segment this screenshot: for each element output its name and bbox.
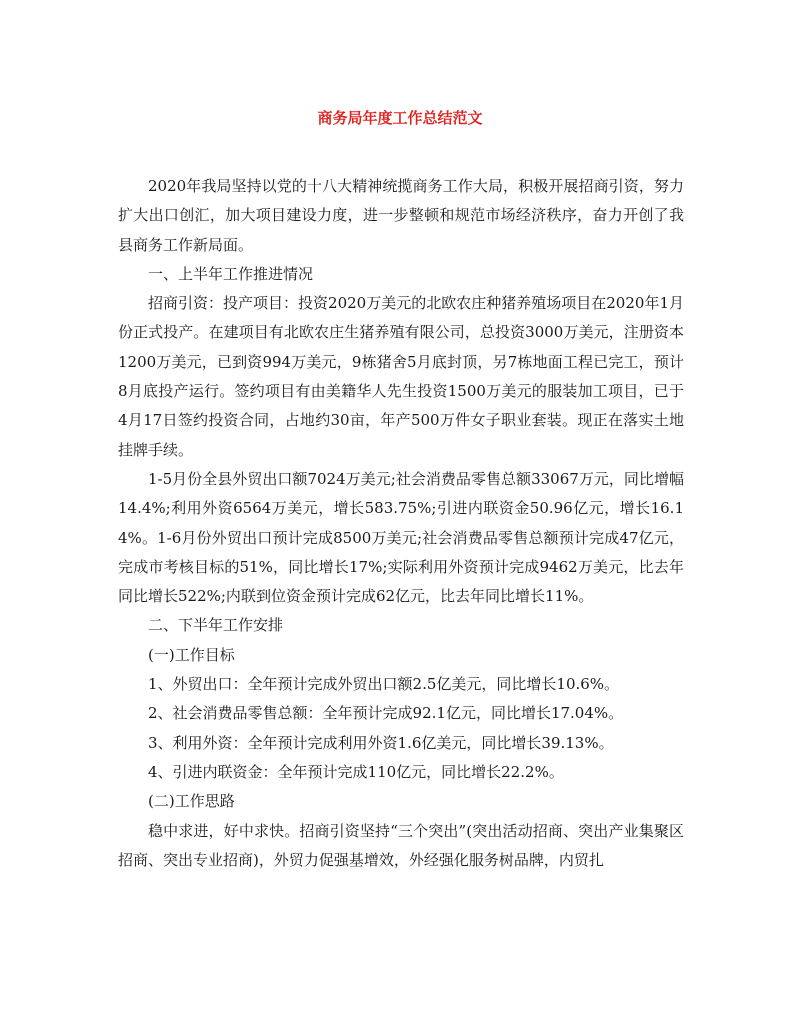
subsection-heading-goals: (一)工作目标 [148,645,235,664]
goal-item: 1、外贸出口：全年预计完成外贸出口额2.5亿美元，同比增长10.6%。 [148,675,620,694]
investment-paragraph: 招商引资：投产项目：投资2020万美元的北欧农庄种猪养殖场项目在2020年1月份正式投产。在建项目有北欧农庄生猪养殖有限公司，总投资3000万美元，注册资本1200万美元，已到资994万美元，9栋猪舍5月底封顶，另7栋地面工程已完工，预计8月底投产运行。签约项目有由美籍华人先生投资1500万美元的服装加工项目，已于4月17日签约投资合同，占地约30亩，年产500万件女子职业套装。现正在落实土地挂牌手续。 [118,294,684,459]
document-body [118,172,684,875]
intro-paragraph: 2020年我局坚持以党的十八大精神统揽商务工作大局，积极开展招商引资，努力扩大出口创汇，加大项目建设力度，进一步整顿和规范市场经济秩序，奋力开创了我县商务工作新局面。 [118,177,684,254]
approach-paragraph: 稳中求进，好中求快。招商引资坚持“三个突出”(突出活动招商、突出产业集聚区招商、突出专业招商)，外贸力促强基增效，外经强化服务树品牌，内贸扎 [118,821,684,869]
statistics-paragraph: 1-5月份全县外贸出口额7024万美元;社会消费品零售总额33067万元，同比增幅14.4%;利用外资6564万美元，增长583.75%;引进内联资金50.96亿元，增长16.14%。1-6月份外贸出口预计完成8500万美元;社会消费品零售总额预计完成47亿元，完成市考核目标的51%，同比增长17%;实际利用外资预计完成9462万美元，比去年同比增长522%;内联到位资金预计完成62亿元，比去年同比增长11%。 [118,469,684,606]
goal-item: 2、社会消费品零售总额：全年预计完成92.1亿元，同比增长17.04%。 [148,704,624,723]
document-title: 商务局年度工作总结范文 [317,109,483,127]
goal-item: 3、利用外资：全年预计完成利用外资1.6亿美元，同比增长39.13%。 [148,733,614,752]
goal-item: 4、引进内联资金：全年预计完成110亿元，同比增长22.2%。 [148,762,564,781]
subsection-heading-approach: (二)工作思路 [148,792,235,811]
section-heading-second-half: 二、下半年工作安排 [148,616,284,635]
section-heading-first-half: 一、上半年工作推进情况 [148,264,314,283]
